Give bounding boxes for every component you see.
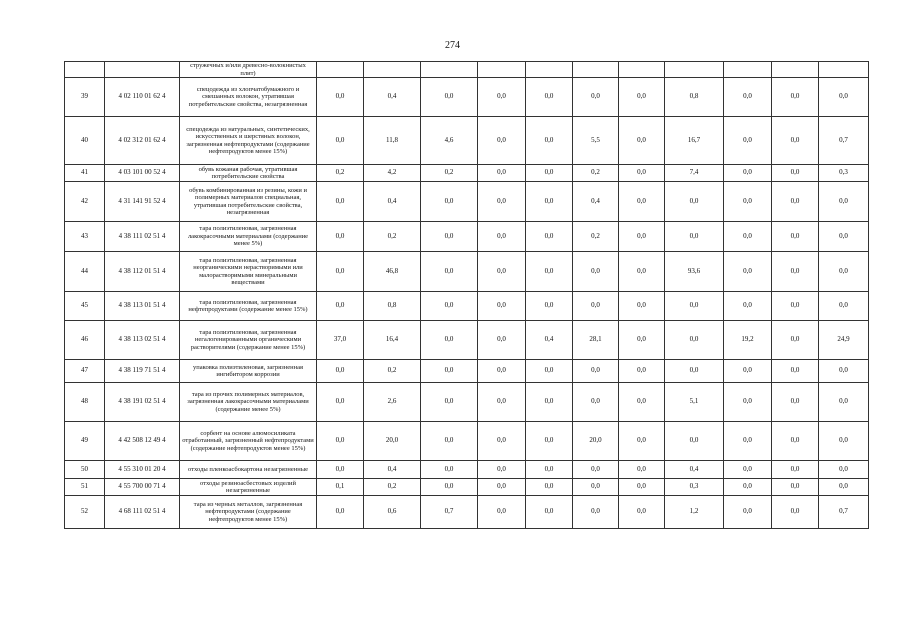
- value-cell: 0,4: [573, 182, 619, 222]
- value-cell: 0,0: [819, 222, 869, 252]
- value-cell: [619, 62, 665, 78]
- value-cell: 0,0: [478, 252, 526, 292]
- table-row: [65, 222, 869, 252]
- row-number-cell: 52: [65, 496, 105, 529]
- value-cell: [421, 62, 478, 78]
- waste-name-cell: обувь кожаная рабочая, утратившая потребительские свойства: [180, 165, 317, 182]
- row-number-cell: 47: [65, 360, 105, 383]
- value-cell: 0,0: [478, 78, 526, 117]
- value-cell: [317, 62, 364, 78]
- value-cell: 0,0: [724, 479, 772, 496]
- value-cell: 0,0: [573, 252, 619, 292]
- value-cell: 0,0: [526, 252, 573, 292]
- value-cell: 0,0: [421, 78, 478, 117]
- value-cell: 0,0: [724, 496, 772, 529]
- value-cell: 0,3: [819, 165, 869, 182]
- waste-code-cell: 4 38 112 01 51 4: [105, 252, 180, 292]
- value-cell: 0,2: [317, 165, 364, 182]
- waste-code-cell: 4 38 119 71 51 4: [105, 360, 180, 383]
- value-cell: 20,0: [364, 422, 421, 461]
- value-cell: 46,8: [364, 252, 421, 292]
- value-cell: 0,0: [526, 496, 573, 529]
- value-cell: 4,6: [421, 117, 478, 165]
- value-cell: 0,0: [526, 383, 573, 422]
- waste-code-cell: 4 55 700 00 71 4: [105, 479, 180, 496]
- waste-name-cell: тара полиэтиленовая, загрязненная нефтепродуктами (содержание менее 15%): [180, 292, 317, 321]
- value-cell: 2,6: [364, 383, 421, 422]
- value-cell: 0,0: [573, 479, 619, 496]
- value-cell: 0,0: [421, 479, 478, 496]
- waste-code-cell: 4 38 191 02 51 4: [105, 383, 180, 422]
- value-cell: 0,0: [819, 383, 869, 422]
- value-cell: 0,0: [526, 222, 573, 252]
- value-cell: 0,2: [573, 165, 619, 182]
- value-cell: 0,0: [724, 292, 772, 321]
- value-cell: 0,0: [619, 461, 665, 479]
- value-cell: 0,0: [772, 496, 819, 529]
- value-cell: 0,0: [478, 165, 526, 182]
- value-cell: 0,0: [819, 360, 869, 383]
- value-cell: 0,0: [772, 165, 819, 182]
- waste-name-cell: тара из черных металлов, загрязненная нефтепродуктами (содержание нефтепродуктов менее 15%): [180, 496, 317, 529]
- waste-code-cell: 4 68 111 02 51 4: [105, 496, 180, 529]
- value-cell: 0,0: [724, 360, 772, 383]
- value-cell: 0,0: [619, 117, 665, 165]
- value-cell: 0,0: [619, 78, 665, 117]
- waste-code-cell: 4 42 508 12 49 4: [105, 422, 180, 461]
- value-cell: [819, 62, 869, 78]
- value-cell: 20,0: [573, 422, 619, 461]
- value-cell: 0,0: [317, 78, 364, 117]
- value-cell: [772, 62, 819, 78]
- value-cell: 5,1: [665, 383, 724, 422]
- value-cell: 0,0: [478, 360, 526, 383]
- value-cell: 0,8: [364, 292, 421, 321]
- value-cell: 7,4: [665, 165, 724, 182]
- row-number-cell: 40: [65, 117, 105, 165]
- value-cell: 0,0: [724, 252, 772, 292]
- value-cell: 0,0: [421, 222, 478, 252]
- value-cell: 0,0: [772, 292, 819, 321]
- waste-table: [64, 61, 869, 529]
- value-cell: 0,0: [665, 321, 724, 360]
- value-cell: 0,8: [665, 78, 724, 117]
- value-cell: 0,0: [317, 252, 364, 292]
- value-cell: 0,7: [819, 117, 869, 165]
- row-number-cell: 45: [65, 292, 105, 321]
- table-row: [65, 292, 869, 321]
- value-cell: 0,0: [819, 78, 869, 117]
- value-cell: 0,0: [772, 182, 819, 222]
- table-row: [65, 182, 869, 222]
- value-cell: 0,0: [819, 479, 869, 496]
- row-number-cell: 49: [65, 422, 105, 461]
- value-cell: 0,0: [619, 292, 665, 321]
- row-number-cell: 41: [65, 165, 105, 182]
- waste-name-cell: отходы резиноасбестовых изделий незагрязненные: [180, 479, 317, 496]
- value-cell: 0,0: [724, 117, 772, 165]
- row-number-cell: 46: [65, 321, 105, 360]
- value-cell: 19,2: [724, 321, 772, 360]
- value-cell: 0,0: [478, 422, 526, 461]
- value-cell: 1,2: [665, 496, 724, 529]
- value-cell: 0,0: [421, 360, 478, 383]
- value-cell: 0,0: [317, 422, 364, 461]
- value-cell: 0,0: [573, 78, 619, 117]
- waste-name-cell: отходы пленкоасбокартона незагрязненные: [180, 461, 317, 479]
- value-cell: 0,0: [317, 496, 364, 529]
- value-cell: 5,5: [573, 117, 619, 165]
- value-cell: 0,0: [478, 321, 526, 360]
- value-cell: 0,0: [526, 479, 573, 496]
- value-cell: 0,0: [317, 117, 364, 165]
- value-cell: 0,0: [317, 383, 364, 422]
- waste-code-cell: 4 38 113 01 51 4: [105, 292, 180, 321]
- value-cell: 0,0: [619, 165, 665, 182]
- value-cell: 0,0: [772, 479, 819, 496]
- value-cell: 0,0: [724, 383, 772, 422]
- value-cell: 0,0: [526, 360, 573, 383]
- value-cell: 0,0: [573, 360, 619, 383]
- waste-code-cell: 4 31 141 91 52 4: [105, 182, 180, 222]
- value-cell: 0,2: [573, 222, 619, 252]
- value-cell: 0,0: [724, 222, 772, 252]
- value-cell: 0,4: [665, 461, 724, 479]
- waste-name-cell: тара полиэтиленовая, загрязненная неорганическими нерастворимыми или малорастворимыми минеральными веществами: [180, 252, 317, 292]
- value-cell: 0,0: [526, 292, 573, 321]
- waste-name-cell: тара из прочих полимерных материалов, загрязненная лакокрасочными материалами (содержание менее 5%): [180, 383, 317, 422]
- value-cell: [665, 62, 724, 78]
- value-cell: [573, 62, 619, 78]
- value-cell: 0,0: [665, 422, 724, 461]
- row-number-cell: [65, 62, 105, 78]
- value-cell: 0,0: [772, 78, 819, 117]
- value-cell: 0,0: [526, 165, 573, 182]
- value-cell: 0,0: [819, 461, 869, 479]
- waste-name-cell: спецодежда из натуральных, синтетических, искусственных и шерстяных волокон, загрязненная нефтепродуктами (содержание нефтепродуктов менее 15%): [180, 117, 317, 165]
- waste-code-cell: [105, 62, 180, 78]
- value-cell: 0,0: [724, 182, 772, 222]
- row-number-cell: 43: [65, 222, 105, 252]
- value-cell: 0,0: [619, 422, 665, 461]
- value-cell: 28,1: [573, 321, 619, 360]
- value-cell: 0,0: [772, 117, 819, 165]
- table-row: [65, 321, 869, 360]
- waste-name-cell: обувь комбинированная из резины, кожи и полимерных материалов специальная, утратившая потребительские свойства, незагрязненная: [180, 182, 317, 222]
- table-row: [65, 252, 869, 292]
- value-cell: 0,6: [364, 496, 421, 529]
- table-row: [65, 383, 869, 422]
- waste-code-cell: 4 38 113 02 51 4: [105, 321, 180, 360]
- value-cell: [478, 62, 526, 78]
- value-cell: [724, 62, 772, 78]
- value-cell: 0,0: [573, 496, 619, 529]
- table-row: [65, 360, 869, 383]
- page-number: 274: [445, 40, 460, 51]
- waste-name-cell: сорбент на основе алюмосиликата отработанный, загрязненный нефтепродуктами (содержание нефтепродуктов менее 15%): [180, 422, 317, 461]
- value-cell: 0,0: [772, 252, 819, 292]
- table-row: [65, 165, 869, 182]
- value-cell: 0,0: [772, 360, 819, 383]
- value-cell: 0,2: [364, 479, 421, 496]
- value-cell: 0,0: [665, 292, 724, 321]
- waste-code-cell: 4 03 101 00 52 4: [105, 165, 180, 182]
- value-cell: 0,4: [364, 78, 421, 117]
- value-cell: 0,0: [724, 78, 772, 117]
- value-cell: 0,0: [619, 182, 665, 222]
- value-cell: 0,0: [421, 383, 478, 422]
- table-row: [65, 78, 869, 117]
- value-cell: 0,0: [478, 182, 526, 222]
- value-cell: 0,0: [421, 461, 478, 479]
- value-cell: 0,0: [421, 292, 478, 321]
- value-cell: 0,0: [317, 461, 364, 479]
- value-cell: 0,4: [526, 321, 573, 360]
- value-cell: 0,0: [526, 422, 573, 461]
- value-cell: 0,0: [724, 422, 772, 461]
- table-row: [65, 117, 869, 165]
- row-number-cell: 50: [65, 461, 105, 479]
- value-cell: 0,0: [619, 222, 665, 252]
- row-number-cell: 39: [65, 78, 105, 117]
- value-cell: 0,0: [317, 182, 364, 222]
- value-cell: 0,0: [619, 360, 665, 383]
- value-cell: 0,0: [772, 422, 819, 461]
- value-cell: [526, 62, 573, 78]
- table-row: [65, 479, 869, 496]
- row-number-cell: 44: [65, 252, 105, 292]
- value-cell: 0,0: [665, 182, 724, 222]
- value-cell: 0,0: [317, 292, 364, 321]
- waste-code-cell: 4 02 110 01 62 4: [105, 78, 180, 117]
- table-row: [65, 496, 869, 529]
- value-cell: 24,9: [819, 321, 869, 360]
- value-cell: 0,4: [364, 182, 421, 222]
- value-cell: 0,0: [478, 461, 526, 479]
- value-cell: 0,2: [364, 360, 421, 383]
- value-cell: 16,7: [665, 117, 724, 165]
- value-cell: 0,0: [421, 182, 478, 222]
- value-cell: 0,0: [421, 422, 478, 461]
- value-cell: 0,2: [421, 165, 478, 182]
- value-cell: 93,6: [665, 252, 724, 292]
- value-cell: 16,4: [364, 321, 421, 360]
- waste-name-cell: спецодежда из хлопчатобумажного и смешанных волокон, утратившая потребительские свойства, незагрязненная: [180, 78, 317, 117]
- value-cell: 0,3: [665, 479, 724, 496]
- value-cell: 0,0: [619, 479, 665, 496]
- value-cell: 0,1: [317, 479, 364, 496]
- value-cell: 0,0: [526, 78, 573, 117]
- value-cell: 37,0: [317, 321, 364, 360]
- table-row: [65, 461, 869, 479]
- row-number-cell: 48: [65, 383, 105, 422]
- value-cell: 0,0: [772, 383, 819, 422]
- value-cell: [364, 62, 421, 78]
- value-cell: 0,2: [364, 222, 421, 252]
- waste-name-cell: упаковка полиэтиленовая, загрязненная ингибитором коррозии: [180, 360, 317, 383]
- value-cell: 0,7: [421, 496, 478, 529]
- value-cell: 0,0: [478, 117, 526, 165]
- value-cell: 0,0: [819, 422, 869, 461]
- value-cell: 0,7: [819, 496, 869, 529]
- value-cell: 0,0: [772, 461, 819, 479]
- waste-name-cell: тара полиэтиленовая, загрязненная негалогенированными органическими растворителями (содержание менее 15%): [180, 321, 317, 360]
- value-cell: 0,0: [478, 496, 526, 529]
- value-cell: 0,0: [526, 117, 573, 165]
- value-cell: 0,0: [819, 252, 869, 292]
- value-cell: 0,0: [573, 292, 619, 321]
- waste-code-cell: 4 02 312 01 62 4: [105, 117, 180, 165]
- value-cell: 0,0: [665, 222, 724, 252]
- value-cell: 0,0: [421, 321, 478, 360]
- waste-name-cell: стружечных и/или древесно-волокнистых плит): [180, 62, 317, 78]
- value-cell: 0,0: [317, 360, 364, 383]
- value-cell: 0,0: [724, 461, 772, 479]
- value-cell: 0,0: [619, 496, 665, 529]
- value-cell: 0,0: [619, 383, 665, 422]
- value-cell: 0,0: [317, 222, 364, 252]
- value-cell: 0,0: [619, 321, 665, 360]
- value-cell: 0,0: [526, 182, 573, 222]
- value-cell: 0,0: [573, 383, 619, 422]
- value-cell: 0,0: [619, 252, 665, 292]
- value-cell: 0,0: [819, 292, 869, 321]
- table-row: [65, 422, 869, 461]
- value-cell: 0,4: [364, 461, 421, 479]
- value-cell: 0,0: [478, 292, 526, 321]
- value-cell: 4,2: [364, 165, 421, 182]
- value-cell: 0,0: [573, 461, 619, 479]
- value-cell: 0,0: [665, 360, 724, 383]
- value-cell: 0,0: [421, 252, 478, 292]
- waste-code-cell: 4 55 310 01 20 4: [105, 461, 180, 479]
- waste-name-cell: тара полиэтиленовая, загрязненная лакокрасочными материалами (содержание менее 5%): [180, 222, 317, 252]
- value-cell: 11,8: [364, 117, 421, 165]
- value-cell: 0,0: [724, 165, 772, 182]
- value-cell: 0,0: [772, 222, 819, 252]
- table-row: [65, 62, 869, 78]
- value-cell: 0,0: [526, 461, 573, 479]
- value-cell: 0,0: [772, 321, 819, 360]
- row-number-cell: 51: [65, 479, 105, 496]
- value-cell: 0,0: [478, 383, 526, 422]
- waste-code-cell: 4 38 111 02 51 4: [105, 222, 180, 252]
- value-cell: 0,0: [819, 182, 869, 222]
- value-cell: 0,0: [478, 222, 526, 252]
- row-number-cell: 42: [65, 182, 105, 222]
- value-cell: 0,0: [478, 479, 526, 496]
